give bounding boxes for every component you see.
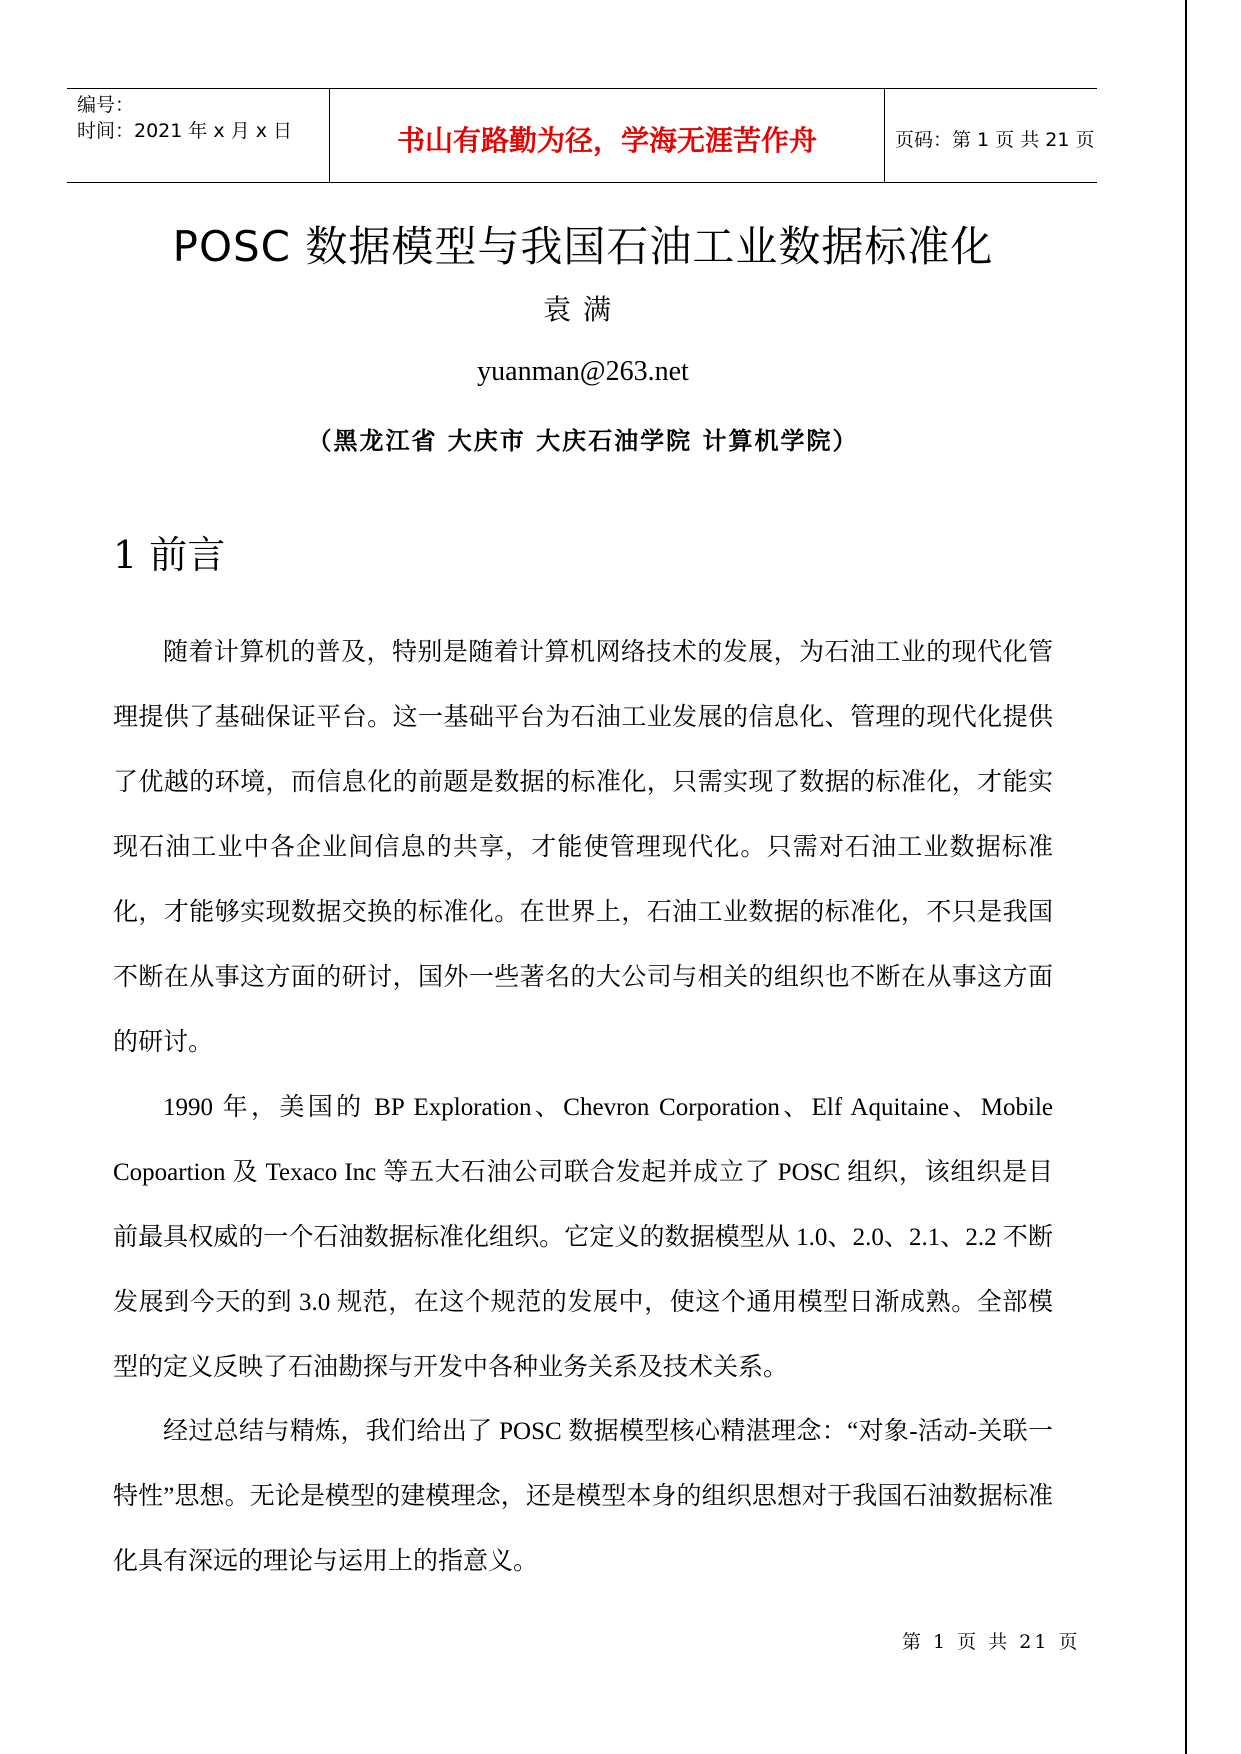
footer-page-number: 第 1 页 共 21 页 xyxy=(902,1631,1081,1653)
header-page-cell xyxy=(885,89,1097,182)
paragraph-3: 经过总结与精炼，我们给出了 POSC 数据模型核心精湛理念：“对象-活动-关联一特性”思想。无论是模型的建模理念，还是模型本身的组织思想对于我国石油数据标准化具有深远的理论与运用上的指意义。 xyxy=(113,1418,1053,1575)
doc-time-label: 时间：2021 年 x 月 x 日 xyxy=(77,120,293,142)
author-affiliation: （黑龙江省 大庆市 大庆石油学院 计算机学院） xyxy=(307,426,859,455)
document-title: POSC 数据模型与我国石油工业数据标准化 xyxy=(172,222,994,271)
header-page-number: 页码：第 1 页 共 21 页 xyxy=(895,129,1095,151)
right-margin-rule xyxy=(1185,0,1187,1754)
header-meta-cell xyxy=(67,89,329,182)
paragraph-2: 1990 年，美国的 BP Exploration、Chevron Corporation、Elf Aquitaine、Mobile Copoartion 及 Texaco Inc 等五大石油公司联合发起并成立了 POSC 组织，该组织是目前最具权威的一个石油数据标准化组织。它定义的数据模型从 1.0、2.0、2.1、2.2 不断发展到今天的到 3.0 规范，在这个规范的发展中，使这个通用模型日渐成熟。全部模型的定义反映了石油勘探与开发中各种业务关系及技术关系。 xyxy=(113,1094,1053,1381)
doc-code-label: 编号： xyxy=(77,94,135,116)
author-email: yuanman@263.net xyxy=(477,356,689,387)
header-motto-cell xyxy=(329,89,885,182)
author-name: 袁满 xyxy=(542,293,623,326)
page-header xyxy=(67,88,1097,183)
header-motto: 书山有路勤为径，学海无涯苦作舟 xyxy=(396,124,817,157)
paragraph-1: 随着计算机的普及，特别是随着计算机网络技术的发展，为石油工业的现代化管理提供了基础保证平台。这一基础平台为石油工业发展的信息化、管理的现代化提供了优越的环境，而信息化的前题是数据的标准化，只需实现了数据的标准化，才能实现石油工业中各企业间信息的共享，才能使管理现代化。只需对石油工业数据标准化，才能够实现数据交换的标准化。在世界上，石油工业数据的标准化，不只是我国不断在从事这方面的研讨，国外一些著名的大公司与相关的组织也不断在从事这方面的研讨。 xyxy=(113,639,1053,1056)
section-heading: 1 前言 xyxy=(113,533,226,577)
